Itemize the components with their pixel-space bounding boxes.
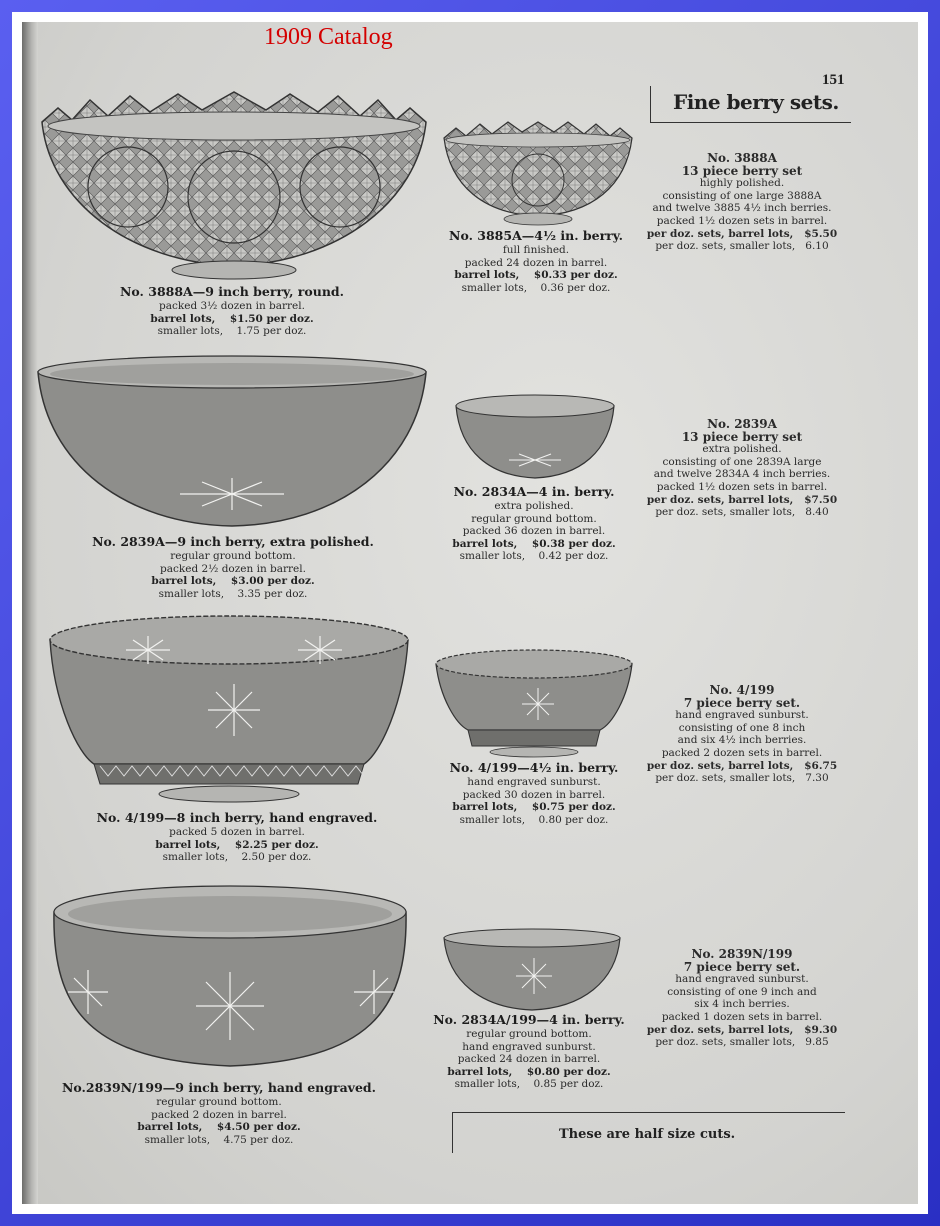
set-barrel-price: per doz. sets, barrel lots, $9.30 [646,1023,838,1036]
set-smaller-price: per doz. sets, smaller lots, 6.10 [655,240,829,253]
bowl-barrel-price: barrel lots, $1.50 per doz. [150,312,314,325]
set-detail: consisting of one large 3888A [662,189,822,202]
bowl-2834a-illustration [454,392,616,482]
bowl-title: No. 3885A—4½ in. berry. [449,228,623,243]
bowl-title: No.2839N/199—9 inch berry, hand engraved. [62,1080,376,1095]
footer-note: These are half size cuts. [559,1127,736,1142]
set-number: No. 4/199 [709,683,775,697]
bowl-barrel-price: barrel lots, $0.33 per doz. [454,269,618,282]
bowl-caption-4-199-small [434,760,634,826]
bowl-smaller-price: smaller lots, 0.42 per doz. [459,550,609,563]
footer-note-box [452,1112,845,1153]
bowl-smaller-price: smaller lots, 0.80 per doz. [459,813,609,826]
set-detail: consisting of one 9 inch and [667,985,817,998]
bowl-detail: packed 5 dozen in barrel. [169,826,305,838]
set-detail: extra polished. [702,443,782,456]
bowl-caption-4-199 [84,810,390,864]
set-number: No. 2839N/199 [691,947,793,961]
bowl-title: No. 2839A—9 inch berry, extra polished. [92,534,374,549]
bowl-detail: packed 30 dozen in barrel. [462,788,606,801]
bowl-barrel-price: barrel lots, $2.25 per doz. [155,838,319,851]
bowl-barrel-price: barrel lots, $0.38 per doz. [452,537,616,550]
bowl-smaller-price: smaller lots, 1.75 per doz. [157,325,307,338]
bowl-smaller-price: smaller lots, 2.50 per doz. [162,851,312,864]
bowl-detail: packed 2½ dozen in barrel. [160,562,306,575]
set-detail: packed 1½ dozen sets in barrel. [656,214,828,227]
bowl-detail: packed 24 dozen in barrel. [464,256,608,269]
set-number: No. 3888A [707,151,777,165]
bowl-smaller-price: smaller lots, 0.85 per doz. [454,1078,604,1091]
section-heading-box [650,86,851,123]
section-title: Fine berry sets. [673,90,839,114]
bowl-title: No. 4/199—4½ in. berry. [449,760,619,775]
set-detail: and twelve 3885 4½ inch berries. [652,202,832,215]
set-name: 13 piece berry set [681,163,803,178]
set-detail: packed 2 dozen sets in barrel. [661,746,823,759]
bowl-caption-3885a [428,228,644,294]
bowl-detail: regular ground bottom. [156,1096,282,1108]
bowl-title: No. 2834A/199—4 in. berry. [433,1012,625,1027]
set-smaller-price: per doz. sets, smaller lots, 7.30 [655,772,829,785]
bowl-detail: hand engraved sunburst. [462,1040,596,1053]
set-number: No. 2839A [707,417,777,431]
bowl-4-199-small-illustration [434,648,634,758]
bowl-caption-2834a [436,484,632,563]
set-detail: consisting of one 8 inch [678,721,806,734]
bowl-2834a-199-illustration [442,928,622,1014]
bowl-2839n-199-illustration [52,882,408,1072]
book-spine-shadow [22,22,38,1204]
bowl-caption-2839n-199 [54,1080,384,1146]
set-detail: six 4 inch berries. [694,998,790,1011]
bowl-barrel-price: barrel lots, $0.75 per doz. [452,801,616,814]
set-name: 7 piece berry set. [683,959,801,974]
set-detail: and twelve 2834A 4 inch berries. [653,468,831,481]
bowl-3888a-illustration [38,92,430,282]
set-3888a [642,152,842,253]
set-detail: packed 1½ dozen sets in barrel. [656,480,828,493]
set-detail: packed 1 dozen sets in barrel. [661,1010,823,1023]
bowl-detail: regular ground bottom. [466,1028,592,1040]
set-barrel-price: per doz. sets, barrel lots, $6.75 [646,759,838,772]
bowl-detail: hand engraved sunburst. [467,776,601,788]
bowl-caption-3888a [96,284,368,338]
set-barrel-price: per doz. sets, barrel lots, $7.50 [646,493,838,506]
bowl-caption-2839a [80,534,386,600]
bowl-smaller-price: smaller lots, 4.75 per doz. [144,1133,294,1146]
bowl-detail: packed 3½ dozen in barrel. [159,300,305,312]
bowl-barrel-price: barrel lots, $0.80 per doz. [447,1065,611,1078]
catalog-title: 1909 Catalog [264,24,393,50]
set-detail: hand engraved sunburst. [675,709,809,722]
set-detail: and six 4½ inch berries. [677,734,807,747]
bowl-detail: full finished. [502,244,570,256]
bowl-caption-2834a-199 [424,1012,634,1091]
bowl-2839a-illustration [36,354,428,532]
set-smaller-price: per doz. sets, smaller lots, 8.40 [655,506,829,519]
set-detail: consisting of one 2839A large [662,455,822,468]
bowl-detail: packed 36 dozen in barrel. [462,525,606,538]
set-name: 13 piece berry set [681,429,803,444]
bowl-detail: packed 24 dozen in barrel. [457,1053,601,1066]
bowl-detail: packed 2 dozen in barrel. [151,1108,287,1121]
set-2839a [642,418,842,519]
set-2839n-199 [642,948,842,1049]
bowl-barrel-price: barrel lots, $3.00 per doz. [151,575,315,588]
set-smaller-price: per doz. sets, smaller lots, 9.85 [655,1036,829,1049]
set-4-199 [642,684,842,785]
bowl-smaller-price: smaller lots, 3.35 per doz. [158,587,308,600]
set-barrel-price: per doz. sets, barrel lots, $5.50 [646,227,838,240]
page-number: 151 [822,72,845,88]
bowl-3885a-illustration [442,122,634,226]
bowl-detail: extra polished. [494,500,574,512]
bowl-barrel-price: barrel lots, $4.50 per doz. [137,1121,301,1134]
bowl-detail: regular ground bottom. [471,512,597,525]
bowl-4-199-illustration [48,614,410,804]
bowl-title: No. 2834A—4 in. berry. [453,484,615,499]
set-detail: highly polished. [699,177,785,190]
bowl-title: No. 4/199—8 inch berry, hand engraved. [96,810,378,825]
bowl-title: No. 3888A—9 inch berry, round. [120,284,344,299]
bowl-detail: regular ground bottom. [170,550,296,562]
set-name: 7 piece berry set. [683,695,801,710]
bowl-smaller-price: smaller lots, 0.36 per doz. [461,281,611,294]
set-detail: hand engraved sunburst. [675,973,809,986]
